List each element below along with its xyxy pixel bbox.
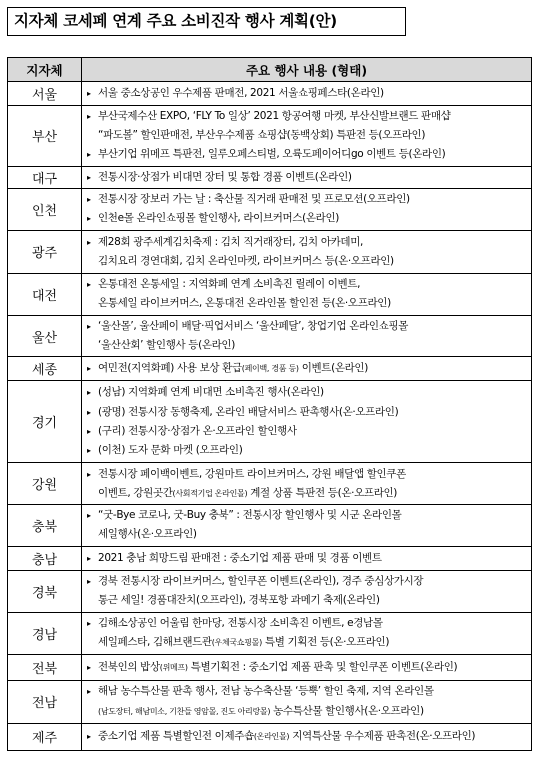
event-line [87, 614, 529, 633]
event-plan-table [7, 57, 532, 751]
event-content-cell [82, 315, 532, 356]
event-content-cell [82, 654, 532, 680]
event-line [87, 484, 529, 503]
event-content-cell [82, 273, 532, 315]
bullet-marker: ▸ [87, 195, 91, 205]
event-text: (광명) 전통시장 동행축제, 온라인 배달서비스 판촉행사(온·오프라인) [98, 405, 399, 418]
event-text: ‘울산몰’, 울산페이 배달·픽업서비스 ‘울산페달’, 창업기업 온라인쇼핑몰 [98, 319, 409, 332]
event-text: 여민전(지역화폐) 사용 보상 환급 [98, 362, 242, 375]
event-text-continued: 계절 상품 특판전 등(온·오프라인) [247, 486, 398, 499]
event-text: 인천e몰 온라인쇼핑몰 할인행사, 라이브커머스(온라인) [98, 212, 339, 225]
event-line [87, 209, 529, 228]
region-cell: 세종 [8, 357, 82, 381]
event-content-cell [82, 188, 532, 230]
region-cell: 충북 [8, 505, 82, 546]
event-text-continued: 특별기획전 : 중소기업 제품 판촉 및 할인쿠폰 이벤트(온라인) [187, 660, 458, 673]
bullet-marker: ▸ [87, 88, 91, 98]
event-line [87, 422, 529, 441]
event-content-cell [82, 463, 532, 505]
event-text-continued: 이벤트(온라인) [298, 362, 368, 375]
event-content-cell [82, 612, 532, 654]
event-content-cell [82, 381, 532, 463]
event-line [87, 383, 529, 402]
event-text: 제28회 광주세계김치축제 : 김치 직거래장터, 김치 아카데미, [98, 235, 363, 248]
event-text-continued: 지역특산물 우수제품 판촉전(온·오프라인) [289, 730, 476, 743]
region-cell: 강원 [8, 463, 82, 505]
region-cell: 대구 [8, 166, 82, 188]
table-row [8, 505, 532, 546]
event-text: 해남 농수특산물 판촉 행사, 전남 농수축산물 ‘등뿍’ 할인 축제, 지역 온라인몰 [98, 685, 434, 698]
region-cell: 전북 [8, 654, 82, 680]
event-text: “굿-Bye 코로나, 굿-Buy 충북” : 전통시장 할인행사 및 시군 온라인몰 [98, 509, 402, 522]
bullet-marker: ▸ [87, 280, 91, 290]
event-line [87, 658, 529, 677]
table-row [8, 570, 532, 612]
table-row [8, 230, 532, 273]
event-line [87, 126, 529, 145]
event-line [87, 107, 529, 126]
event-text: 부산국제수산 EXPO, ‘FLY To 일상’ 2021 항공여행 마켓, 부산신발브랜드 판매샵 [98, 110, 451, 122]
table-row [8, 546, 532, 570]
page-title: 지자체 코세페 연계 주요 소비진작 행사 계획(안) [7, 7, 406, 36]
bullet-marker: ▸ [87, 388, 91, 398]
event-text: 김해소상공인 어울림 한마당, 전통시장 소비촉진 이벤트, e경남몰 [98, 616, 383, 629]
table-row [8, 680, 532, 723]
bullet-marker: ▸ [87, 687, 91, 697]
event-line [87, 252, 529, 271]
event-text: 전통시장 페이백이벤트, 강원마트 라이브커머스, 강원 배달앱 할인쿠폰 [98, 467, 406, 480]
bullet-marker: ▸ [87, 469, 91, 479]
event-line [87, 633, 529, 652]
event-line [87, 572, 529, 591]
bullet-marker: ▸ [87, 618, 91, 628]
table-row [8, 723, 532, 750]
bullet-marker: ▸ [87, 511, 91, 521]
bullet-marker: ▸ [87, 321, 91, 331]
event-line [87, 168, 529, 187]
event-line [87, 727, 529, 746]
event-text: (구리) 전통시장·상점가 온·오프라인 할인행사 [98, 424, 297, 437]
bullet-marker: ▸ [87, 237, 91, 247]
event-text: 온통대전 온통세일 : 지역화폐 연계 소비촉진 릴레이 이벤트, [98, 278, 361, 291]
table-row [8, 166, 532, 188]
event-note: (우체국쇼핑몰) [211, 638, 262, 648]
event-text: 전통시장 장보러 가는 날 : 축산물 직거래 판매전 및 프로모션(오프라인) [98, 193, 410, 206]
event-note: (페이백, 경품 등) [241, 364, 299, 374]
event-content-cell [82, 357, 532, 381]
event-text: 세일페스타, 김해브랜드관 [98, 636, 212, 649]
event-text: 온통세일 라이브커머스, 온통대전 온라인몰 할인전 등(온·오프라인) [98, 297, 391, 310]
event-line [87, 336, 529, 355]
header-content: 주요 행사 내용 (형태) [82, 58, 532, 82]
event-text-continued: 농수특산물 할인행사(온·오프라인) [270, 704, 424, 717]
bullet-marker: ▸ [87, 662, 91, 672]
region-cell: 경남 [8, 612, 82, 654]
event-line [87, 682, 529, 701]
bullet-marker: ▸ [87, 553, 91, 563]
table-row [8, 381, 532, 463]
bullet-marker: ▸ [87, 576, 91, 586]
event-line [87, 403, 529, 422]
bullet-marker: ▸ [87, 150, 91, 160]
event-line [87, 525, 529, 544]
event-content-cell [82, 166, 532, 188]
event-content-cell [82, 505, 532, 546]
event-text: 부산기업 위메프 특판전, 일루오페스티벌, 오륙도페이어디go 이벤트 등(온라인) [98, 148, 446, 161]
event-text: 전통시장·상점가 비대면 장터 및 통합 경품 이벤트(온라인) [98, 170, 352, 183]
event-text: (성남) 지역화폐 연계 비대면 소비촉진 행사(온라인) [98, 386, 324, 399]
event-text: 2021 충남 희망드림 판매전 : 중소기업 제품 판매 및 경품 이벤트 [98, 551, 382, 564]
event-content-cell [82, 570, 532, 612]
event-line [87, 84, 529, 103]
event-line [87, 465, 529, 484]
bullet-marker: ▸ [87, 214, 91, 224]
region-cell: 경북 [8, 570, 82, 612]
event-line [87, 441, 529, 460]
event-note: (위메프) [159, 662, 188, 672]
event-text: 세일행사(온·오프라인) [98, 528, 197, 541]
table-header-row [8, 58, 532, 82]
event-line [87, 591, 529, 610]
bullet-marker: ▸ [87, 112, 91, 121]
table-row [8, 463, 532, 505]
region-cell: 제주 [8, 723, 82, 750]
event-text: 중소기업 제품 특별할인전 이제주숍 [98, 730, 254, 743]
table-row [8, 315, 532, 356]
event-content-cell [82, 82, 532, 106]
table-row [8, 273, 532, 315]
event-text: 이벤트, 강원곳간 [98, 486, 173, 499]
bullet-marker: ▸ [87, 407, 91, 417]
event-content-cell [82, 680, 532, 723]
event-content-cell [82, 230, 532, 273]
event-content-cell [82, 106, 532, 167]
bullet-marker: ▸ [87, 426, 91, 436]
event-text: 서울 중소상공인 우수제품 판매전, 2021 서울쇼핑페스타(온라인) [98, 86, 384, 99]
event-note: (남도장터, 해남미소, 기찬들 영암몰, 진도 아리랑몰) [98, 706, 271, 716]
event-line [87, 145, 529, 164]
bullet-marker: ▸ [87, 732, 91, 742]
event-line [87, 359, 529, 378]
event-line [87, 275, 529, 294]
region-cell: 인천 [8, 188, 82, 230]
table-row [8, 106, 532, 167]
event-text: 통근 세일! 경품대잔치(오프라인), 경북포항 과메기 축제(온라인) [98, 594, 380, 607]
region-cell: 대전 [8, 273, 82, 315]
event-line [87, 233, 529, 252]
event-text: ‘울산산회’ 할인행사 등(온라인) [98, 339, 235, 352]
event-text: 김치요리 경연대회, 김치 온라인마켓, 라이브커머스 등(온·오프라인) [98, 254, 394, 267]
event-content-cell [82, 723, 532, 750]
bullet-marker: ▸ [87, 172, 91, 182]
event-line [87, 506, 529, 525]
bullet-marker: ▸ [87, 445, 91, 455]
event-text: (이천) 도자 문화 마켓 (오프라인) [98, 443, 243, 456]
table-row [8, 188, 532, 230]
event-line [87, 190, 529, 209]
header-region: 지자체 [8, 58, 82, 82]
event-note: (사회적기업 온라인몰) [172, 488, 248, 498]
event-line [87, 549, 529, 568]
bullet-marker: ▸ [87, 364, 91, 374]
event-text-continued: 특별 기획전 등(온·오프라인) [261, 636, 390, 649]
region-cell: 전남 [8, 680, 82, 723]
region-cell: 울산 [8, 315, 82, 356]
event-text: 전북인의 밥상 [98, 660, 160, 673]
event-content-cell [82, 546, 532, 570]
event-text: 경북 전통시장 라이브커머스, 할인쿠폰 이벤트(온라인), 경주 중심상가시장 [98, 574, 424, 587]
region-cell: 광주 [8, 230, 82, 273]
table-row [8, 82, 532, 106]
event-line [87, 317, 529, 336]
event-line [87, 702, 529, 721]
region-cell: 충남 [8, 546, 82, 570]
event-text: “파도볼” 할인판매전, 부산우수제품 쇼핑샵(동백상회) 특판전 등(오프라인) [98, 129, 426, 142]
table-row [8, 612, 532, 654]
table-row [8, 357, 532, 381]
region-cell: 경기 [8, 381, 82, 463]
event-note: (온라인몰) [253, 732, 290, 742]
region-cell: 서울 [8, 82, 82, 106]
region-cell: 부산 [8, 106, 82, 167]
table-row [8, 654, 532, 680]
event-line [87, 294, 529, 313]
